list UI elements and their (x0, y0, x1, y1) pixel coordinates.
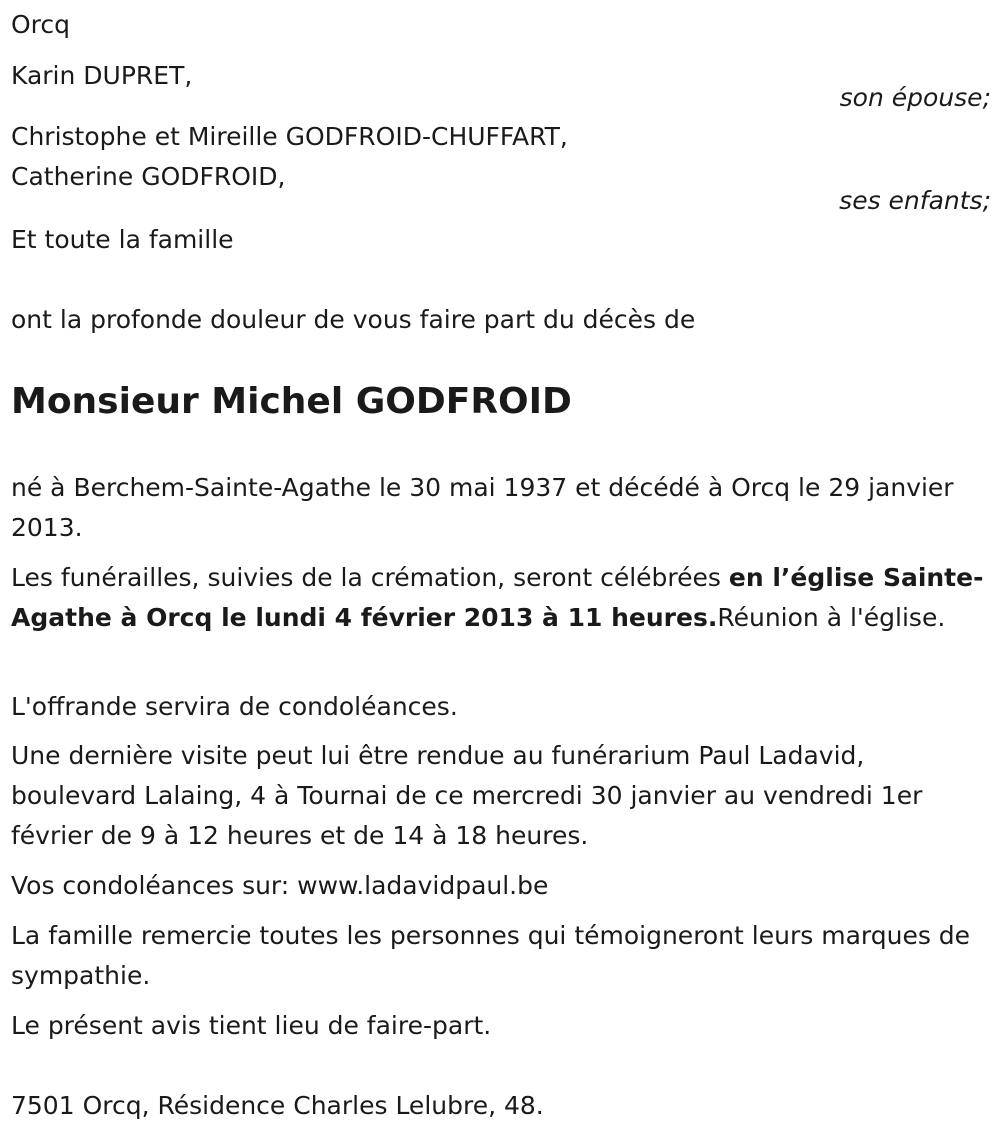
spouse-role: son épouse; (839, 83, 991, 112)
visit-text: Une dernière visite peut lui être rendue au funérarium Paul Ladavid, boulevard Lalaing, 4 à Tournai de ce mercredi 30 janvier au vendredi 1er février de 9 à 12 heures et de 14 à 18 heures. (11, 741, 923, 850)
deceased-name: Monsieur Michel GODFROID (11, 381, 572, 422)
child-name-1: Christophe et Mireille GODFROID-CHUFFART, (11, 122, 568, 151)
funeral-details: en l’église Sainte-Agathe à Orcq le lundi 4 février 2013 à 11 heures. (11, 563, 984, 632)
condolences-text: Vos condoléances sur: www.ladavidpaul.be (11, 871, 549, 900)
thanks-text: La famille remercie toutes les personnes qui témoigneront leurs marques de sympathie. (11, 921, 971, 990)
announcement-intro: ont la profonde douleur de vous faire part du décès de (11, 305, 696, 334)
child-name-2: Catherine GODFROID, (11, 162, 286, 191)
city-heading: Orcq (11, 10, 71, 39)
children-role: ses enfants; (839, 186, 991, 215)
family-line: Et toute la famille (11, 225, 234, 254)
offering-text: L'offrande servira de condoléances. (11, 692, 458, 721)
funeral-text-suffix: Réunion à l'église. (717, 603, 946, 632)
spouse-name: Karin DUPRET, (11, 61, 193, 90)
funeral-text (11, 558, 986, 638)
birth-death-text: né à Berchem-Sainte-Agathe le 30 mai 1937 et décédé à Orcq le 29 janvier 2013. (11, 473, 954, 542)
funeral-text-prefix: Les funérailles, suivies de la crémation, seront célébrées (11, 563, 729, 592)
notice-text: Le présent avis tient lieu de faire-part. (11, 1011, 492, 1040)
address-text: 7501 Orcq, Résidence Charles Lelubre, 48. (11, 1091, 544, 1120)
